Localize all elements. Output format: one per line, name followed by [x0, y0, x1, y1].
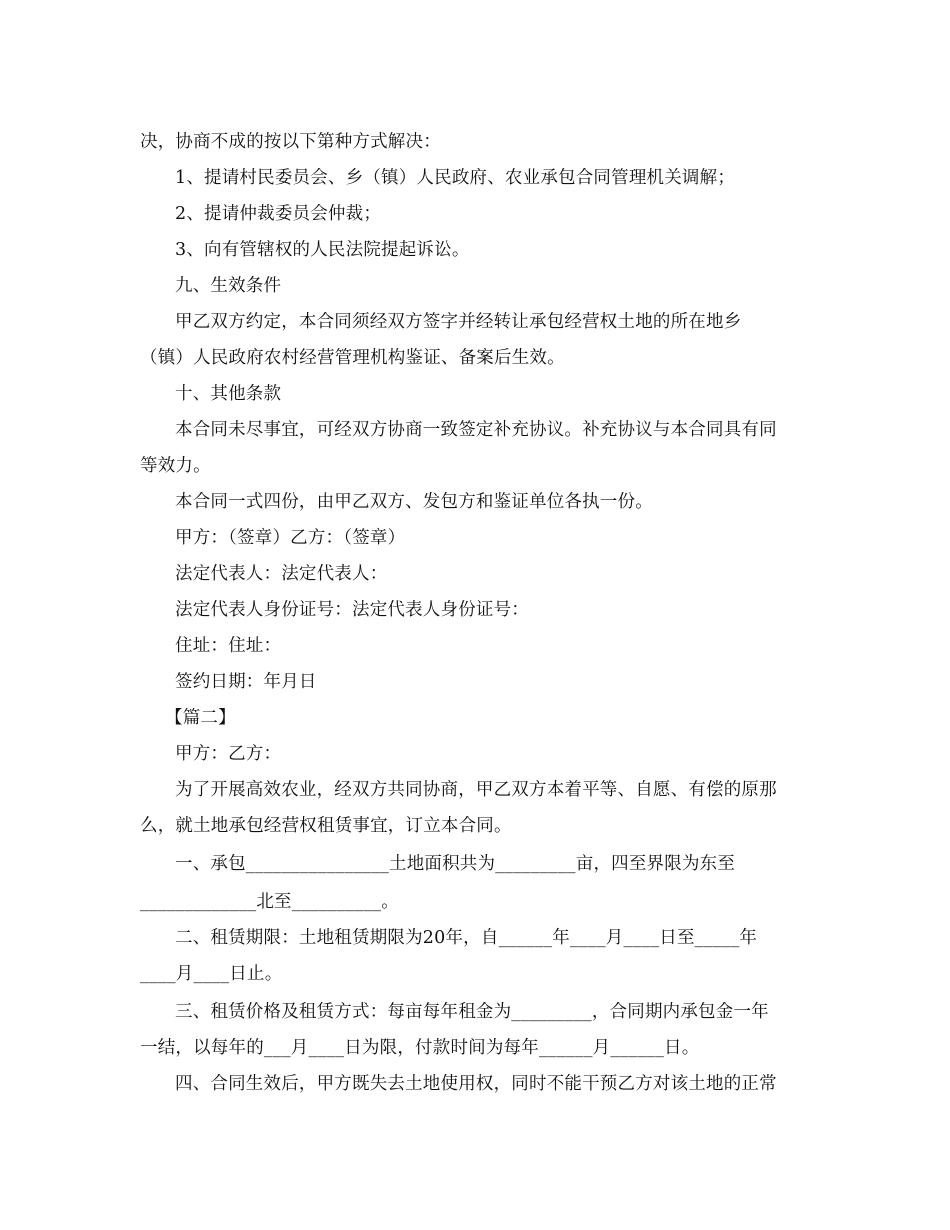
signature-line: 住址：住址： [175, 636, 282, 656]
signature-line: 法定代表人：法定代表人： [175, 564, 388, 584]
signature-line: 甲方：（签章）乙方：（签章） [175, 528, 406, 548]
text-line: 三、租赁价格及租赁方式：每亩每年租金为_________，合同期内承包金一年 [175, 1002, 769, 1022]
text-line: 甲方：乙方： [175, 744, 282, 764]
part-heading: 【篇二】 [165, 708, 236, 728]
text-line: 1、提请村民委员会、乡（镇）人民政府、农业承包合同管理机关调解； [175, 168, 736, 188]
text-line: _____________北至__________。 [140, 892, 399, 912]
text-line: 3、向有管辖权的人民法院提起诉讼。 [175, 240, 470, 260]
signature-line: 法定代表人身份证号：法定代表人身份证号： [175, 600, 529, 620]
text-line: 2、提请仲裁委员会仲裁； [175, 204, 382, 224]
section-heading: 十、其他条款 [175, 384, 282, 404]
text-line: 二、租赁期限：土地租赁期限为20年，自______年____月____日至_____年 [175, 928, 758, 948]
signature-line: 签约日期：年月日 [175, 672, 317, 692]
text-line: 本合同一式四份，由甲乙双方、发包方和鉴证单位各执一份。 [175, 492, 653, 512]
text-line: 为了开展高效农业，经双方共同协商，甲乙双方本着平等、自愿、有偿的原那 [175, 780, 777, 800]
text-line: 甲乙双方约定，本合同须经双方签字并经转让承包经营权土地的所在地乡 [175, 312, 742, 332]
text-line: 决，协商不成的按以下第种方式解决： [140, 132, 441, 152]
text-line: 等效力。 [140, 456, 211, 476]
section-heading: 九、生效条件 [175, 276, 282, 296]
text-line: （镇）人民政府农村经营管理机构鉴证、备案后生效。 [140, 348, 565, 368]
text-line: 一结，以每年的___月____日为限，付款时间为每年______月______日。 [140, 1038, 700, 1058]
text-line: 本合同未尽事宜，可经双方协商一致签定补充协议。补充协议与本合同具有同 [175, 420, 777, 440]
text-line: ____月____日止。 [140, 964, 283, 984]
text-line: 四、合同生效后，甲方既失去土地使用权，同时不能干预乙方对该土地的正常 [175, 1074, 777, 1094]
text-line: 一、承包________________土地面积共为_________亩，四至界限为东至 [175, 854, 736, 874]
text-line: 么，就土地承包经营权租赁事宜，订立本合同。 [140, 816, 512, 836]
